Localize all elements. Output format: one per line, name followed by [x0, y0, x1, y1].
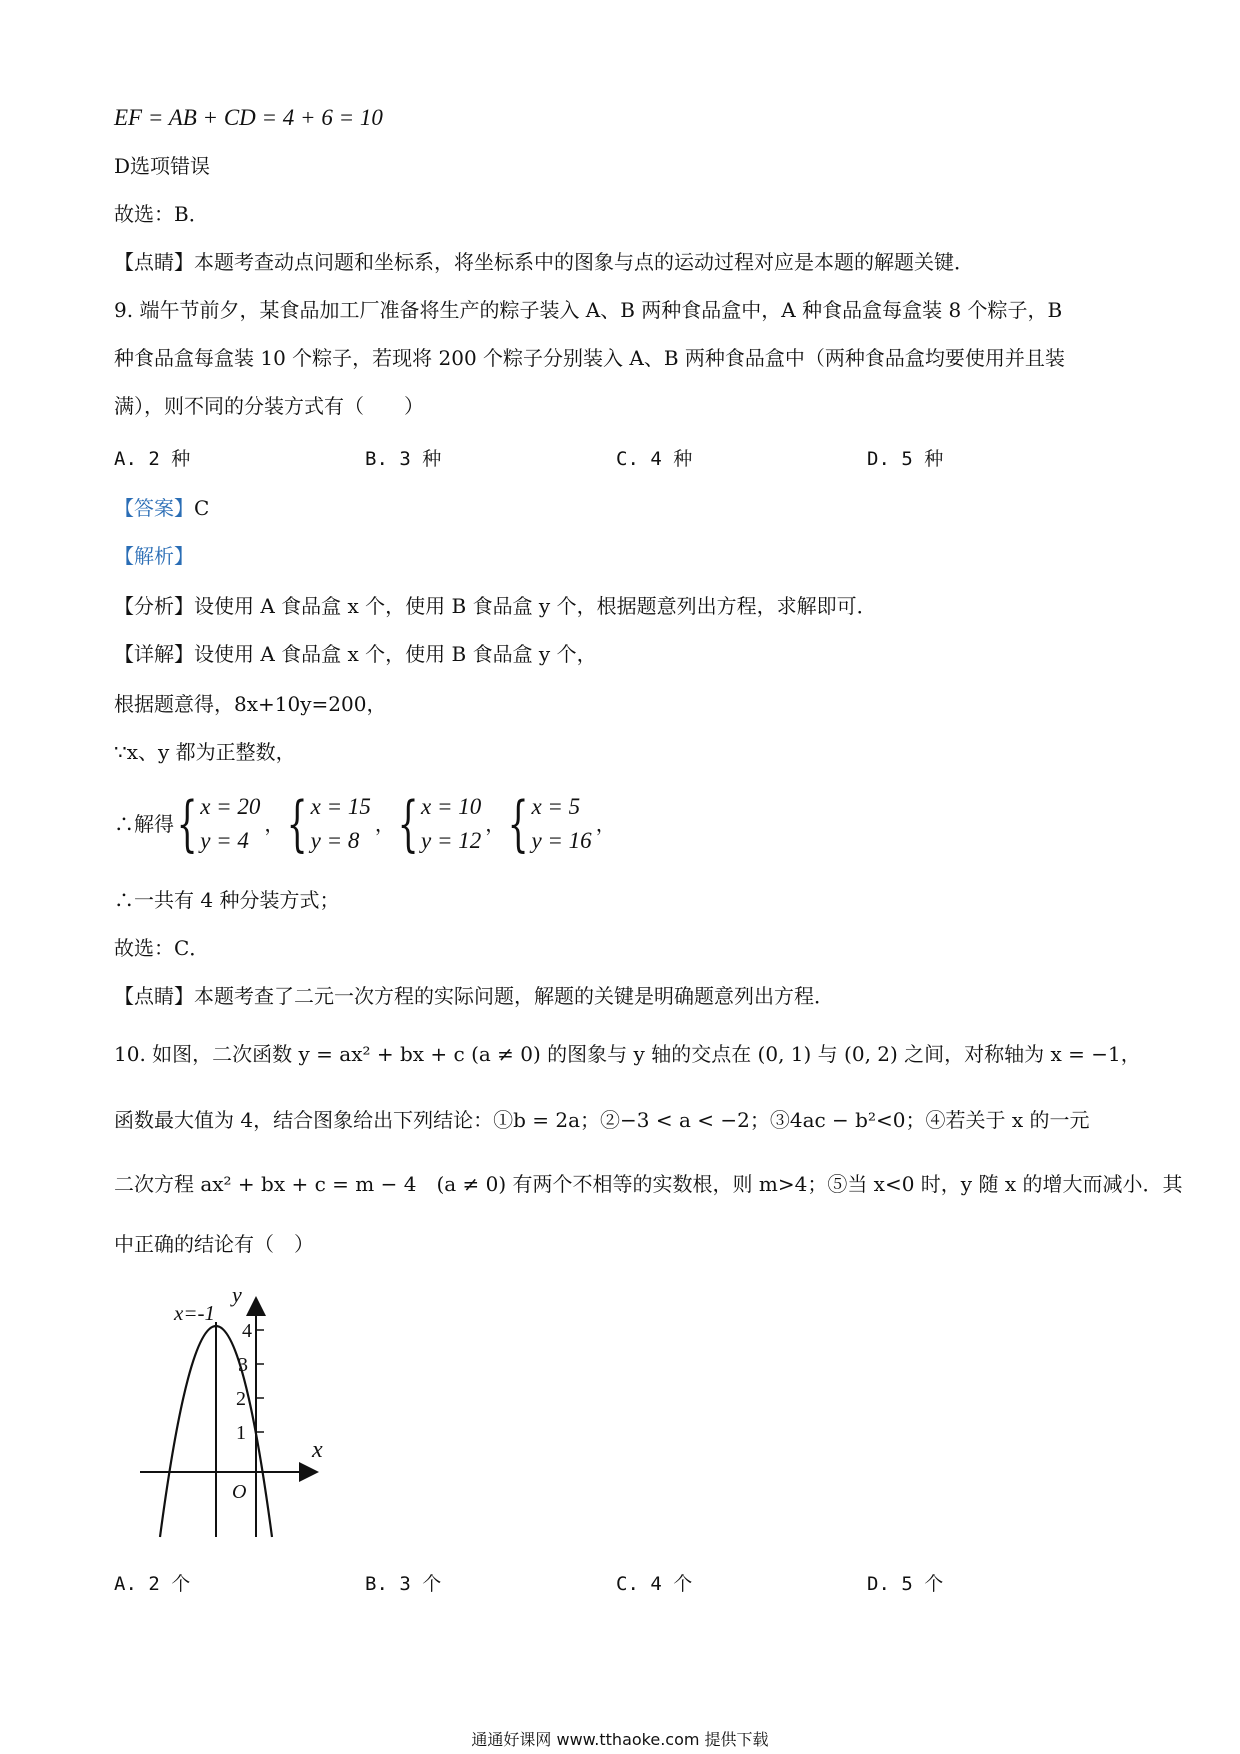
label-origin: O [232, 1481, 247, 1503]
footer-credit: 通通好课网 www.tthaoke.com 提供下载 [471, 1730, 769, 1749]
note-q9-text: 本题考查了二元一次方程的实际问题，解题的关键是明确题意列出方程． [194, 984, 834, 1008]
note-q8-text: 本题考查动点问题和坐标系，将坐标系中的图象与点的运动过程对应是本题的解题关键． [194, 250, 974, 274]
ef-equation: EF = AB + CD = 4 + 6 = 10 [114, 105, 383, 130]
label-y: y [232, 1282, 242, 1307]
fenxi-text: 设使用 A 食品盒 x 个，使用 B 食品盒 y 个，根据题意列出方程，求解即可． [194, 594, 877, 618]
tick-label: 2 [236, 1388, 246, 1410]
q9-option-d: D. 5 种 [867, 448, 944, 470]
label-x: x [312, 1437, 323, 1463]
xiangjie-text: 设使用 A 食品盒 x 个，使用 B 食品盒 y 个， [194, 642, 597, 666]
solve-prefix: ∴解得 [114, 812, 174, 836]
q9-option-c: C. 4 种 [616, 448, 693, 470]
q9-option-b: B. 3 种 [365, 448, 442, 470]
q10-option-d: D. 5 个 [867, 1573, 944, 1595]
parabola-graph [130, 1282, 340, 1544]
label-axis: x=-1 [174, 1301, 215, 1325]
d-option-wrong: D选项错误 [114, 154, 211, 178]
because-line: ∵x、y 都为正整数， [114, 740, 296, 764]
q10-option-b: B. 3 个 [365, 1573, 442, 1595]
choose-b: 故选：B． [114, 202, 209, 226]
solution-x: x = 10 [421, 794, 482, 819]
solution-y: y = 16 [531, 828, 592, 853]
solution-x: x = 15 [310, 794, 371, 819]
q10-option-c: C. 4 个 [616, 1573, 693, 1595]
choose-c: 故选：C． [114, 936, 210, 960]
xiangjie-line [114, 640, 597, 668]
q9-option-a: A. 2 种 [114, 448, 191, 470]
solution-system-4: { x = 5 y = 16 [507, 789, 592, 859]
solution-system-1: { x = 20 y = 4 [176, 789, 261, 859]
note-q9-tag: 【点睛】 [114, 984, 194, 1008]
tick-label: 4 [242, 1320, 252, 1342]
q10-line1: 10. 如图，二次函数 y = ax² + bx + c (a ≠ 0) 的图象与 y 轴的交点在 (0, 1) 与 (0, 2) 之间，对称轴为 x = −1， [114, 1042, 1141, 1066]
q10-line2: 函数最大值为 4，结合图象给出下列结论：①b = 2a；②−3 < a < −2；③4ac − b²<0；④若关于 x 的一元 [114, 1108, 1090, 1132]
q9-line2: 种食品盒每盒装 10 个粽子，若现将 200 个粽子分别装入 A、B 两种食品盒中（两种食品盒均要使用并且装 [114, 346, 1065, 370]
solution-x: x = 5 [531, 794, 581, 819]
analysis-tag: 【解析】 [114, 544, 194, 568]
solution-system-3: { x = 10 y = 12 [397, 789, 482, 859]
tick-label: 1 [236, 1422, 246, 1444]
q9-answer [114, 494, 209, 522]
q9-line3: 满），则不同的分装方式有（ ） [114, 394, 424, 418]
solution-system-2: { x = 15 y = 8 [287, 789, 371, 859]
answer-value: C [194, 496, 210, 520]
solution-y: y = 8 [310, 828, 360, 853]
tick-label: 3 [238, 1354, 248, 1376]
answer-tag: 【答案】 [114, 496, 194, 520]
note-q8 [114, 248, 974, 276]
fenxi-tag: 【分析】 [114, 594, 194, 618]
q10-line3: 二次方程 ax² + bx + c = m − 4 (a ≠ 0) 有两个不相等的实数根，则 m>4；⑤当 x<0 时，y 随 x 的增大而减小．其 [114, 1172, 1183, 1196]
fenxi-line [114, 592, 877, 620]
solutions-line: ∴解得 { x = 20 y = 4 ， { x = 15 y = 8 ， { x = 10 y = 12 ， { x = 5 y = 16 ， [114, 789, 616, 859]
xiangjie-tag: 【详解】 [114, 642, 194, 666]
q9-line1: 9. 端午节前夕，某食品加工厂准备将生产的粽子装入 A、B 两种食品盒中，A 种食品盒每盒装 8 个粽子，B [114, 298, 1063, 322]
q10-line4: 中正确的结论有（ ） [114, 1232, 314, 1256]
q10-option-a: A. 2 个 [114, 1573, 191, 1595]
total-line: ∴一共有 4 种分装方式； [114, 888, 340, 912]
equation-line: 根据题意得，8x+10y=200， [114, 692, 387, 716]
note-q9 [114, 982, 834, 1010]
solution-y: y = 4 [200, 828, 249, 853]
solution-y: y = 12 [421, 828, 482, 853]
note-q8-tag: 【点睛】 [114, 250, 194, 274]
solution-x: x = 20 [200, 794, 261, 819]
